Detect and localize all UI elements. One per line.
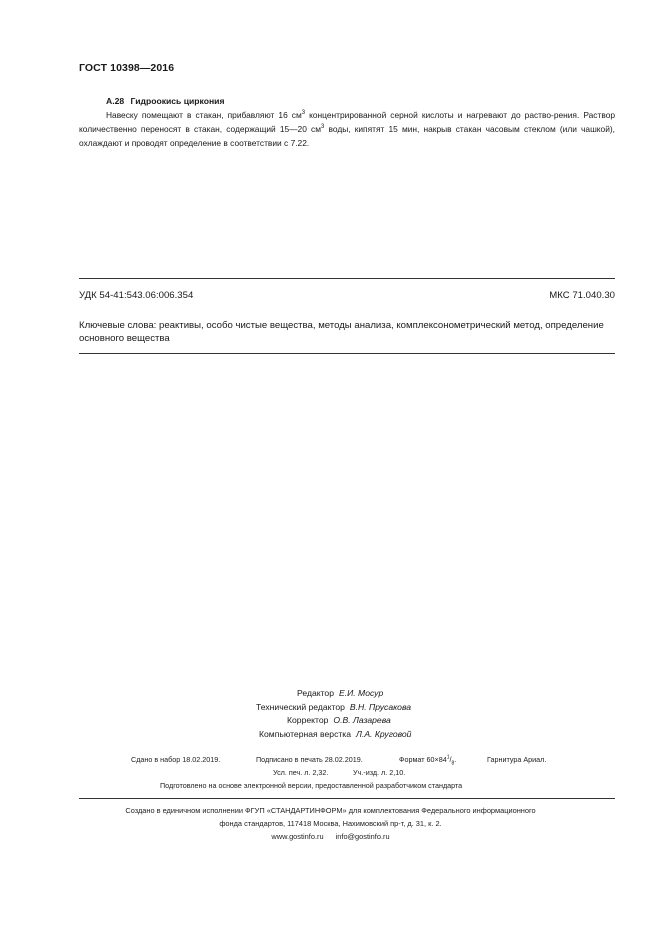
credit-name: О.В. Лазарева xyxy=(333,715,391,725)
keywords: Ключевые слова: реактивы, особо чистые вещества, методы анализа, комплексонометрический метод, определение основного вещества xyxy=(79,320,604,344)
imprint-format: Формат $60\times 84^1/_8$. xyxy=(399,754,457,767)
imprint-publ-sheets: Уч.-изд. л. 2,10. xyxy=(353,768,406,777)
format-sup: 1 xyxy=(446,754,450,761)
divider-middle xyxy=(79,353,615,354)
paragraph-text-1: Навеску помещают в стакан, прибавляют 16 см xyxy=(106,110,302,120)
credit-label: Редактор xyxy=(297,688,334,698)
divider-top xyxy=(79,278,615,279)
imprint-line-3 xyxy=(0,779,661,792)
credit-name: Л.А. Круговой xyxy=(356,728,412,739)
divider-bottom xyxy=(79,798,615,799)
credit-label: Технический редактор xyxy=(256,701,345,712)
format-sub: 8 xyxy=(451,760,455,767)
imprint-line-1 xyxy=(0,753,661,766)
footer xyxy=(0,804,661,843)
credits xyxy=(0,687,661,741)
imprint-font: Гарнитура Ариал. xyxy=(487,755,547,764)
superscript-2: 3 xyxy=(320,124,325,131)
footer-line-1: Создано в единичном исполнении ФГУП «СТАНДАРТИНФОРМ» для комплектования Федерального информационного xyxy=(125,806,536,815)
credit-layout xyxy=(0,728,661,742)
credit-label: Корректор xyxy=(287,715,329,725)
standard-code: ГОСТ 10398—2016 xyxy=(79,62,175,74)
section-title-text: Гидроокись циркония xyxy=(130,96,225,106)
footer-email-link[interactable]: info@gostinfo.ru xyxy=(335,832,390,841)
section-number: А.28 xyxy=(106,96,125,106)
credit-name: Е.И. Мосур xyxy=(339,688,384,698)
footer-links xyxy=(0,830,661,843)
footer-site-link[interactable]: www.gostinfo.ru xyxy=(271,832,324,841)
imprint xyxy=(0,753,661,792)
credit-corrector xyxy=(0,714,661,728)
paragraph-text-3: воды, кипятят 15 мин, накрыв стакан часовым стеклом (или чашкой), охлаждают и проводят определение в соответствии с 7.22. xyxy=(79,124,616,148)
imprint-sent: Сдано в набор 18.02.2019. xyxy=(131,755,221,764)
superscript-1: 3 xyxy=(301,110,306,117)
section-title xyxy=(106,94,615,108)
imprint-signed: Подписано в печать 28.02.2019. xyxy=(256,755,363,764)
classification-row xyxy=(79,290,615,301)
udk-code: УДК 54-41:543.06:006.354 xyxy=(79,290,194,301)
credit-label: Компьютерная верстка xyxy=(259,728,352,739)
format-text: Формат 60×84 xyxy=(399,755,447,764)
mks-code: МКС 71.040.30 xyxy=(549,290,615,301)
footer-line-2: фонда стандартов, 117418 Москва, Нахимовский пр-т, д. 31, к. 2. xyxy=(219,819,442,828)
section-paragraph xyxy=(79,108,615,150)
credit-name: В.Н. Прусакова xyxy=(349,701,412,712)
format-tail: . xyxy=(454,755,457,764)
imprint-line-2 xyxy=(0,766,661,779)
section-a28 xyxy=(79,94,615,150)
imprint-print-sheets: Усл. печ. л. 2,32. xyxy=(273,768,329,777)
imprint-prepared: Подготовлено на основе электронной версии, предоставленной разработчиком стандарта xyxy=(160,781,463,790)
credit-editor xyxy=(0,687,661,701)
paragraph-text-2: концентрированной серной кислоты и нагревают до раство-рения. Раствор количественно переносят в стакан, содержащий 15—20 см xyxy=(79,110,616,134)
credit-tech-editor xyxy=(0,701,661,715)
